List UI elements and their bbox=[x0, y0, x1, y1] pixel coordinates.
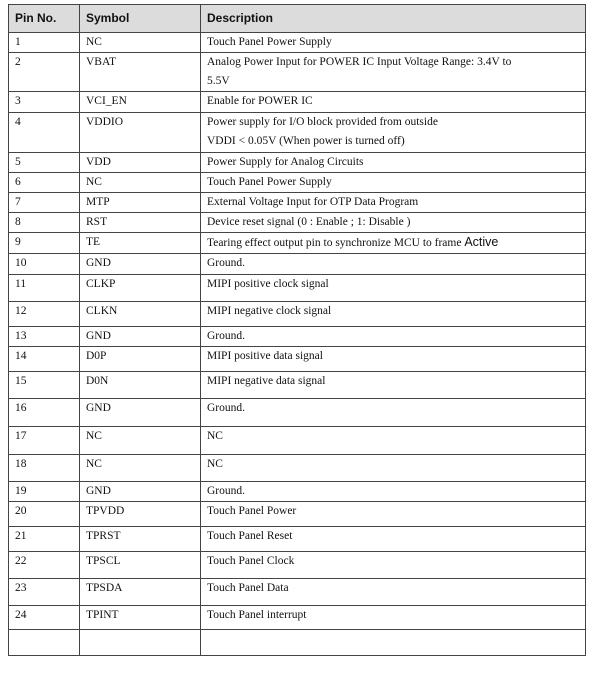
description-cell bbox=[201, 254, 586, 275]
table-row bbox=[9, 113, 586, 153]
table-row bbox=[9, 327, 586, 347]
table-row bbox=[9, 213, 586, 233]
pin-number-cell: 13 bbox=[9, 327, 80, 347]
description-text: Ground. bbox=[207, 402, 246, 414]
pin-number-cell: 10 bbox=[9, 254, 80, 275]
symbol-cell: MTP bbox=[80, 193, 201, 213]
description-text: Analog Power Input for POWER IC Input Voltage Range: 3.4V to bbox=[207, 56, 512, 68]
symbol-cell: D0N bbox=[80, 372, 201, 399]
symbol-cell: CLKP bbox=[80, 275, 201, 302]
header-row bbox=[9, 5, 586, 33]
pin-number-cell: 4 bbox=[9, 113, 80, 153]
symbol-cell: GND bbox=[80, 399, 201, 427]
table-row bbox=[9, 33, 586, 53]
description-cell bbox=[201, 427, 586, 455]
header-description: Description bbox=[201, 5, 586, 33]
pin-number-cell: 21 bbox=[9, 527, 80, 552]
description-cell bbox=[201, 606, 586, 630]
description-cell bbox=[201, 630, 586, 656]
symbol-cell: TPVDD bbox=[80, 502, 201, 527]
description-cell bbox=[201, 302, 586, 327]
symbol-cell: CLKN bbox=[80, 302, 201, 327]
table-row bbox=[9, 302, 586, 327]
description-line bbox=[207, 275, 579, 294]
description-text: MIPI negative data signal bbox=[207, 375, 326, 387]
description-cell bbox=[201, 372, 586, 399]
table-row bbox=[9, 153, 586, 173]
pin-number-cell: 6 bbox=[9, 173, 80, 193]
table-row bbox=[9, 552, 586, 579]
symbol-cell: NC bbox=[80, 427, 201, 455]
header-symbol: Symbol bbox=[80, 5, 201, 33]
description-cell bbox=[201, 92, 586, 113]
table-row bbox=[9, 399, 586, 427]
description-line bbox=[207, 502, 579, 521]
symbol-cell: VCI_EN bbox=[80, 92, 201, 113]
table-row bbox=[9, 579, 586, 606]
description-line bbox=[207, 193, 579, 212]
symbol-cell: D0P bbox=[80, 347, 201, 372]
description-cell bbox=[201, 193, 586, 213]
description-cell bbox=[201, 275, 586, 302]
description-text: Ground. bbox=[207, 485, 246, 497]
pin-number-cell: 16 bbox=[9, 399, 80, 427]
description-line bbox=[207, 482, 579, 501]
symbol-cell: TPINT bbox=[80, 606, 201, 630]
description-line bbox=[207, 455, 579, 474]
table-row bbox=[9, 347, 586, 372]
description-text: Touch Panel Reset bbox=[207, 530, 293, 542]
pin-number-cell bbox=[9, 630, 80, 656]
description-text: Touch Panel Power bbox=[207, 505, 297, 517]
symbol-cell: TE bbox=[80, 233, 201, 254]
table-row bbox=[9, 193, 586, 213]
pin-number-cell: 17 bbox=[9, 427, 80, 455]
description-text: Device reset signal (0 : Enable ; 1: Disable ) bbox=[207, 216, 411, 228]
pin-number-cell: 22 bbox=[9, 552, 80, 579]
table-row bbox=[9, 606, 586, 630]
description-text: 5.5V bbox=[207, 75, 230, 87]
description-text: Touch Panel interrupt bbox=[207, 609, 307, 621]
description-line bbox=[207, 113, 579, 132]
pin-number-cell: 7 bbox=[9, 193, 80, 213]
symbol-cell: GND bbox=[80, 254, 201, 275]
header-pin-no: Pin No. bbox=[9, 5, 80, 33]
description-line bbox=[207, 302, 579, 321]
symbol-cell: NC bbox=[80, 33, 201, 53]
pin-number-cell: 9 bbox=[9, 233, 80, 254]
description-text: Touch Panel Power Supply bbox=[207, 36, 332, 48]
symbol-cell: TPRST bbox=[80, 527, 201, 552]
description-text: Touch Panel Power Supply bbox=[207, 176, 332, 188]
description-line bbox=[207, 33, 579, 52]
table-row bbox=[9, 455, 586, 482]
description-cell bbox=[201, 579, 586, 606]
pin-number-cell: 2 bbox=[9, 53, 80, 92]
description-cell bbox=[201, 502, 586, 527]
description-line bbox=[207, 327, 579, 346]
pin-number-cell: 19 bbox=[9, 482, 80, 502]
pin-number-cell: 15 bbox=[9, 372, 80, 399]
pin-number-cell: 3 bbox=[9, 92, 80, 113]
description-cell bbox=[201, 113, 586, 153]
symbol-cell: NC bbox=[80, 173, 201, 193]
pin-number-cell: 23 bbox=[9, 579, 80, 606]
pin-number-cell: 12 bbox=[9, 302, 80, 327]
pin-number-cell: 18 bbox=[9, 455, 80, 482]
description-line bbox=[207, 527, 579, 546]
pin-number-cell: 8 bbox=[9, 213, 80, 233]
description-line bbox=[207, 92, 579, 111]
symbol-cell: TPSCL bbox=[80, 552, 201, 579]
symbol-cell: VDD bbox=[80, 153, 201, 173]
pin-number-cell: 5 bbox=[9, 153, 80, 173]
symbol-cell: NC bbox=[80, 455, 201, 482]
description-text: Ground. bbox=[207, 257, 246, 269]
table-row bbox=[9, 275, 586, 302]
description-line bbox=[207, 606, 579, 625]
description-cell bbox=[201, 327, 586, 347]
description-cell bbox=[201, 213, 586, 233]
symbol-cell: GND bbox=[80, 327, 201, 347]
pin-number-cell: 20 bbox=[9, 502, 80, 527]
description-line bbox=[207, 153, 579, 172]
table-row bbox=[9, 372, 586, 399]
description-text: MIPI negative clock signal bbox=[207, 305, 332, 317]
description-line bbox=[207, 399, 579, 418]
description-line bbox=[207, 579, 579, 598]
description-line bbox=[207, 427, 579, 446]
description-text: Touch Panel Data bbox=[207, 582, 289, 594]
description-text: Enable for POWER IC bbox=[207, 95, 313, 107]
description-text: External Voltage Input for OTP Data Program bbox=[207, 196, 419, 208]
description-line bbox=[207, 552, 579, 571]
description-cell bbox=[201, 482, 586, 502]
description-text: Power Supply for Analog Circuits bbox=[207, 156, 364, 168]
description-text: Power supply for I/O block provided from outside bbox=[207, 116, 438, 128]
symbol-cell bbox=[80, 630, 201, 656]
pin-number-cell: 1 bbox=[9, 33, 80, 53]
symbol-cell: GND bbox=[80, 482, 201, 502]
pin-table bbox=[8, 4, 586, 656]
symbol-cell: TPSDA bbox=[80, 579, 201, 606]
description-line bbox=[207, 132, 579, 151]
description-line bbox=[207, 213, 579, 232]
description-cell bbox=[201, 153, 586, 173]
description-cell bbox=[201, 173, 586, 193]
symbol-cell: RST bbox=[80, 213, 201, 233]
description-cell bbox=[201, 399, 586, 427]
description-text: Touch Panel Clock bbox=[207, 555, 295, 567]
description-line bbox=[207, 347, 579, 366]
description-line bbox=[207, 53, 579, 72]
description-text: Tearing effect output pin to synchronize MCU to frame bbox=[207, 237, 462, 249]
description-line bbox=[207, 372, 579, 391]
table-row bbox=[9, 527, 586, 552]
description-line bbox=[207, 72, 579, 91]
pin-number-cell: 14 bbox=[9, 347, 80, 372]
description-text: NC bbox=[207, 458, 223, 470]
table-row bbox=[9, 233, 586, 254]
description-line bbox=[207, 173, 579, 192]
description-cell bbox=[201, 527, 586, 552]
description-suffix: Active bbox=[464, 235, 499, 249]
table-row bbox=[9, 53, 586, 92]
table-row bbox=[9, 482, 586, 502]
table-row bbox=[9, 630, 586, 656]
symbol-cell: VDDIO bbox=[80, 113, 201, 153]
description-cell bbox=[201, 455, 586, 482]
description-line bbox=[207, 254, 579, 273]
table-row bbox=[9, 254, 586, 275]
table-row bbox=[9, 92, 586, 113]
table-row bbox=[9, 173, 586, 193]
description-text: Ground. bbox=[207, 330, 246, 342]
pin-table-body bbox=[9, 33, 586, 656]
description-cell bbox=[201, 33, 586, 53]
pin-number-cell: 11 bbox=[9, 275, 80, 302]
description-text: MIPI positive clock signal bbox=[207, 278, 329, 290]
description-text: VDDI < 0.05V (When power is turned off) bbox=[207, 135, 405, 147]
description-cell bbox=[201, 233, 586, 254]
description-text: NC bbox=[207, 430, 223, 442]
table-row bbox=[9, 502, 586, 527]
description-text: MIPI positive data signal bbox=[207, 350, 323, 362]
description-line bbox=[207, 233, 579, 253]
description-cell bbox=[201, 552, 586, 579]
description-cell bbox=[201, 53, 586, 92]
symbol-cell: VBAT bbox=[80, 53, 201, 92]
table-row bbox=[9, 427, 586, 455]
pin-number-cell: 24 bbox=[9, 606, 80, 630]
description-cell bbox=[201, 347, 586, 372]
